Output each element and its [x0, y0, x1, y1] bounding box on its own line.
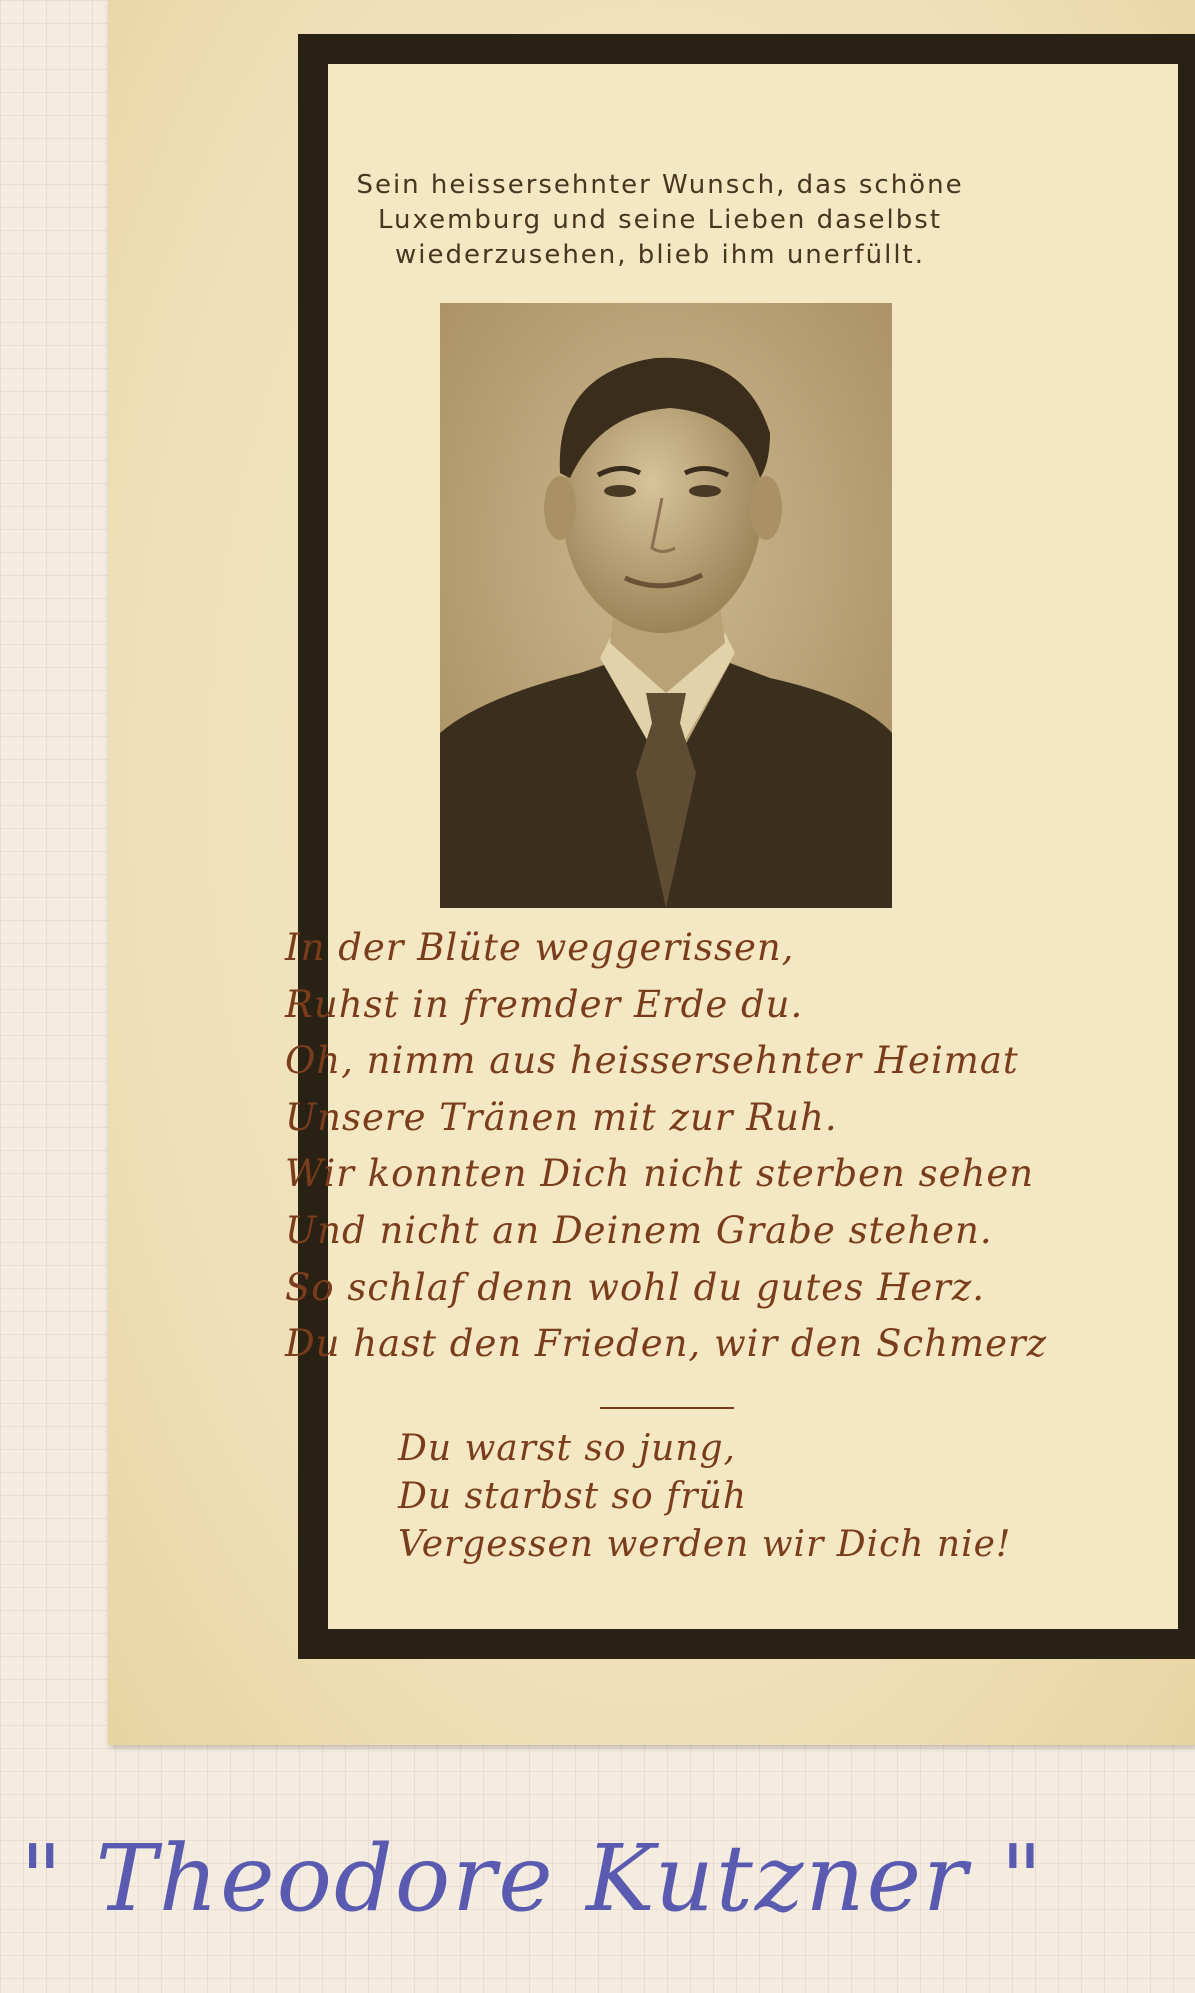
- poem-line: Ruhst in fremder Erde du.: [285, 982, 804, 1026]
- poem-line: In der Blüte weggerissen,: [285, 926, 795, 969]
- poem-line: Unsere Tränen mit zur Ruh.: [285, 1095, 838, 1139]
- poem: [285, 920, 1085, 1373]
- handwritten-signature: [0, 1790, 1195, 1989]
- portrait-photo-icon: [440, 303, 892, 908]
- verse-line: Du warst so jung,: [398, 1428, 736, 1469]
- intro-line: Luxemburg und seine Lieben daselbst: [377, 205, 943, 235]
- poem-line: Oh, nimm aus heissersehnter Heimat: [285, 1039, 1019, 1083]
- poem-line: Wir konnten Dich nicht sterben sehen: [285, 1152, 1035, 1196]
- verse-line: Vergessen werden wir Dich nie!: [398, 1524, 1012, 1565]
- portrait-photo: [440, 303, 892, 908]
- divider-rule: [600, 1407, 734, 1409]
- intro-line: Sein heissersehnter Wunsch, das schöne: [356, 170, 964, 200]
- handwritten-name-text: " Theodore Kutzner ": [20, 1825, 1045, 1932]
- closing-verse: [398, 1425, 1098, 1569]
- poem-line: Du hast den Frieden, wir den Schmerz: [285, 1322, 1048, 1366]
- handwritten-name: [0, 1790, 1195, 1989]
- poem-line: So schlaf denn wohl du gutes Herz.: [285, 1265, 986, 1309]
- poem-line: Und nicht an Deinem Grabe stehen.: [285, 1208, 993, 1252]
- intro-line: wiederzusehen, blieb ihm unerfüllt.: [394, 240, 925, 270]
- verse-line: Du starbst so früh: [398, 1476, 748, 1517]
- intro-text: [300, 168, 1020, 273]
